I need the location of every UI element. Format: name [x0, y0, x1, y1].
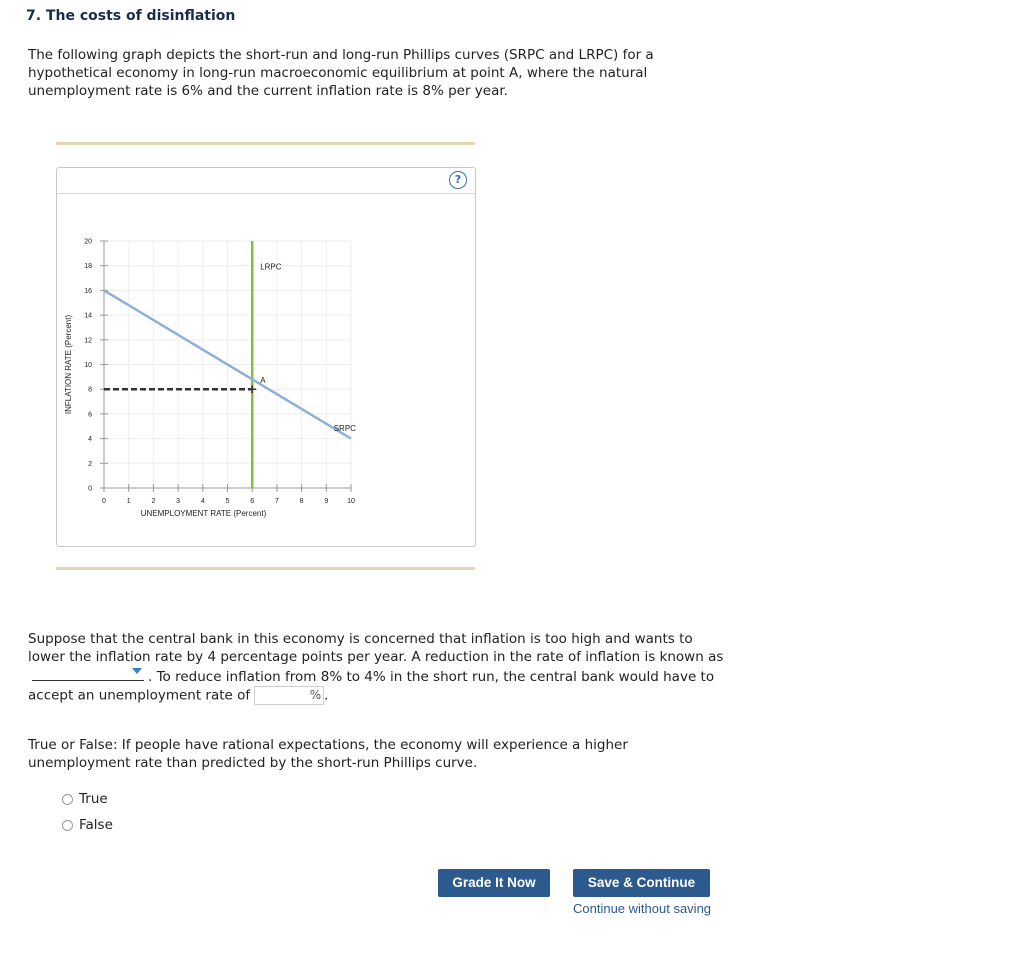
y-axis-title: INFLATION RATE (Percent)	[64, 314, 73, 415]
bottom-divider	[56, 567, 475, 570]
grade-it-now-button[interactable]: Grade It Now	[438, 869, 550, 897]
y-tick-label: 12	[84, 337, 92, 345]
x-tick-label: 8	[299, 498, 304, 505]
x-tick-label: 7	[274, 498, 279, 505]
question-title: 7. The costs of disinflation	[26, 8, 236, 24]
y-tick-label: 0	[88, 485, 92, 493]
graph-panel	[56, 167, 476, 547]
point-a-label: A	[260, 376, 266, 386]
y-tick-label: 16	[84, 287, 92, 295]
y-tick-label: 2	[88, 460, 92, 468]
srpc-label: SRPC	[333, 424, 356, 434]
option-true[interactable]	[62, 791, 108, 807]
x-tick-label: 1	[126, 498, 131, 505]
percent-unit: %	[309, 688, 322, 702]
y-tick-label: 14	[84, 312, 92, 320]
true-false-question: True or False: If people have rational expectations, the economy will experience a higher unemployment rate than predicted by the short-run Phillips curve.	[28, 737, 628, 771]
y-tick-label: 20	[84, 238, 92, 246]
x-tick-label: 2	[151, 498, 156, 505]
question-part1	[28, 630, 728, 705]
continue-without-saving-link[interactable]: Continue without saving	[573, 901, 712, 916]
y-tick-label: 18	[84, 263, 92, 271]
x-tick-label: 9	[324, 498, 329, 505]
y-tick-label: 8	[88, 386, 92, 394]
part1-text-a: Suppose that the central bank in this economy is concerned that inflation is too high and wants to lower the inflation rate by 4 percentage points per year. A reduction in the rate of inflation is known as	[28, 631, 724, 665]
x-tick-label: 3	[176, 498, 181, 505]
intro-text: The following graph depicts the short-run and long-run Phillips curves (SRPC and LRPC) for a hypothetical economy in long-run macroeconomic equilibrium at point A, where the natural unemployment rate is 6% and the current inflation rate is 8% per year.	[28, 47, 654, 99]
x-axis-title: UNEMPLOYMENT RATE (Percent)	[140, 509, 267, 518]
disinflation-dropdown[interactable]	[32, 666, 144, 681]
y-tick-label: 4	[88, 436, 92, 444]
x-tick-label: 10	[347, 498, 355, 505]
unemployment-rate-input[interactable]	[254, 686, 324, 705]
x-tick-label: 5	[225, 498, 230, 505]
y-tick-label: 6	[88, 411, 92, 419]
top-divider	[56, 142, 475, 145]
x-tick-label: 4	[200, 498, 205, 505]
part1-text-b: . To reduce inflation from 8% to 4% in the short run, the central bank would have to accept an unemployment rate of	[28, 669, 715, 704]
radio-true[interactable]	[62, 794, 73, 805]
x-tick-label: 6	[250, 498, 255, 505]
part1-end: .	[324, 687, 329, 704]
option-true-label: True	[79, 791, 108, 807]
y-tick-label: 10	[84, 362, 92, 369]
lrpc-label: LRPC	[260, 262, 282, 272]
help-icon[interactable]: ?	[449, 171, 467, 189]
radio-false[interactable]	[62, 820, 73, 831]
phillips-curve-chart	[57, 168, 475, 546]
chevron-down-icon	[132, 668, 142, 674]
option-false[interactable]	[62, 817, 113, 833]
save-continue-button[interactable]: Save & Continue	[573, 869, 710, 897]
x-tick-label: 0	[102, 498, 106, 505]
option-false-label: False	[79, 817, 113, 833]
